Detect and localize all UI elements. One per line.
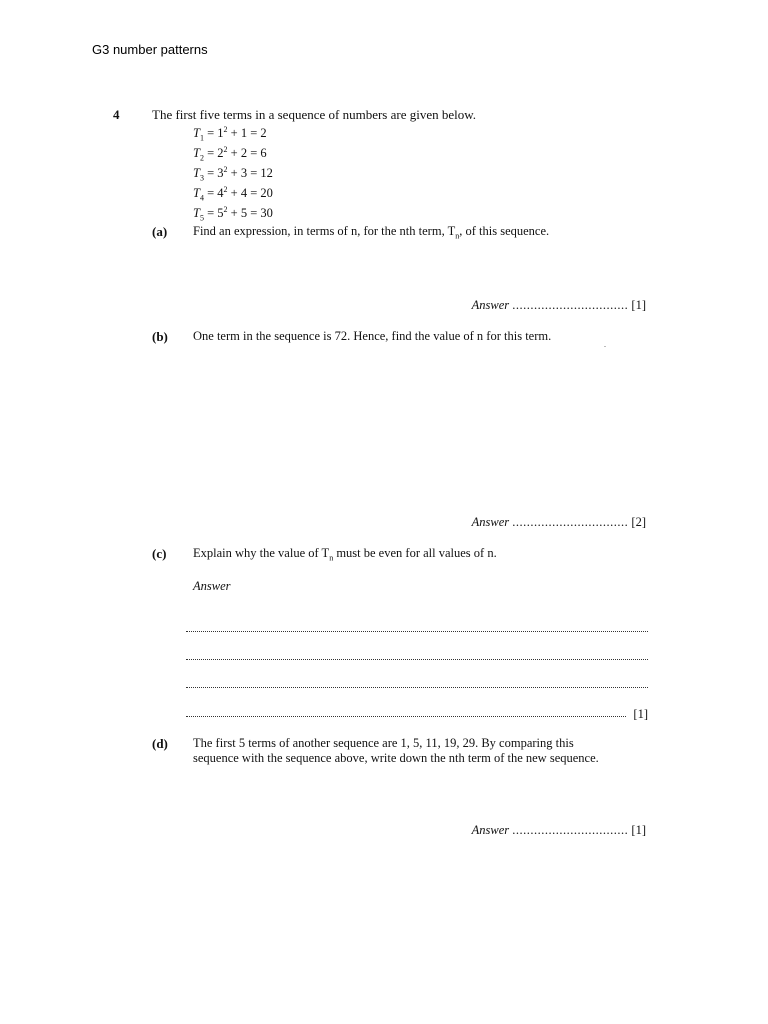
part-a-answer-word: Answer [471,298,510,312]
scan-speck [604,346,606,347]
part-a-marks: [1] [631,298,646,312]
part-c-answer-word: Answer [193,579,231,593]
term-subscript: 1 [199,133,204,143]
part-c-label: (c) [152,546,167,561]
part-d-marks: [1] [631,823,646,837]
term-subscript: 5 [199,213,204,223]
sequence-term [193,145,267,163]
part-a-answer-dots: ................................ [512,298,629,312]
term-expression-base: = 3 [203,166,224,181]
page-header-title: G3 number patterns [92,42,208,57]
term-name: T [193,186,200,201]
term-exponent: 2 [223,145,228,154]
term-expression-rest: + 1 = 2 [227,126,267,141]
sequence-term [193,205,273,223]
term-subscript: 4 [199,193,204,203]
term-expression-rest: + 4 = 20 [227,186,273,201]
part-c-text-end: must be even for all values of n. [333,546,497,560]
part-b-answer-word: Answer [471,515,510,529]
term-expression-base: = 2 [203,146,224,161]
sequence-term [193,125,267,143]
part-a-question [193,224,549,241]
part-d-answer-word: Answer [471,823,510,837]
part-c-sub: n [329,553,334,563]
term-expression-base: = 4 [203,186,224,201]
part-c-question [193,546,497,563]
part-d-text-line2: sequence with the sequence above, write down the nth term of the new sequence. [193,751,599,765]
part-d-answer-line [472,823,646,838]
sequence-term [193,165,273,183]
part-d-text-line1: The first 5 terms of another sequence are 1, 5, 11, 19, 29. By comparing this [193,736,574,750]
question-stem: The first five terms in a sequence of numbers are given below. [152,107,477,122]
term-name: T [193,126,200,141]
term-expression-rest: + 2 = 6 [227,146,267,161]
term-subscript: 3 [199,173,204,183]
part-a-text-end: , of this sequence. [459,224,550,238]
part-a-text: Find an expression, in terms of n, for the nth term, T [193,224,456,238]
part-a-answer-line [472,298,646,313]
term-subscript: 2 [199,153,204,163]
term-expression-base: = 1 [203,126,224,141]
part-c-writing-line [186,659,648,660]
term-expression-rest: + 5 = 30 [227,206,273,221]
part-d-label: (d) [152,736,168,751]
term-expression-base: = 5 [203,206,224,221]
term-expression-rest: + 3 = 12 [227,166,273,181]
part-d-answer-dots: ................................ [512,823,629,837]
part-c-writing-line [186,687,648,688]
term-name: T [193,206,200,221]
part-c-marks: [1] [633,707,648,721]
part-a-sub: n [455,231,460,241]
term-name: T [193,146,200,161]
term-name: T [193,166,200,181]
term-exponent: 2 [223,205,228,214]
term-exponent: 2 [223,185,228,194]
term-exponent: 2 [223,125,228,134]
sequence-term [193,185,273,203]
part-b-text: One term in the sequence is 72. Hence, find the value of n for this term. [193,329,552,343]
part-b-answer-dots: ................................ [512,515,629,529]
question-number: 4 [113,107,120,122]
part-b-answer-line [472,515,646,530]
term-exponent: 2 [223,165,228,174]
part-c-writing-line [186,631,648,632]
part-b-label: (b) [152,329,168,344]
part-c-writing-line [186,716,626,717]
part-b-marks: [2] [631,515,646,529]
part-a-label: (a) [152,224,168,239]
part-c-text: Explain why the value of T [193,546,330,560]
